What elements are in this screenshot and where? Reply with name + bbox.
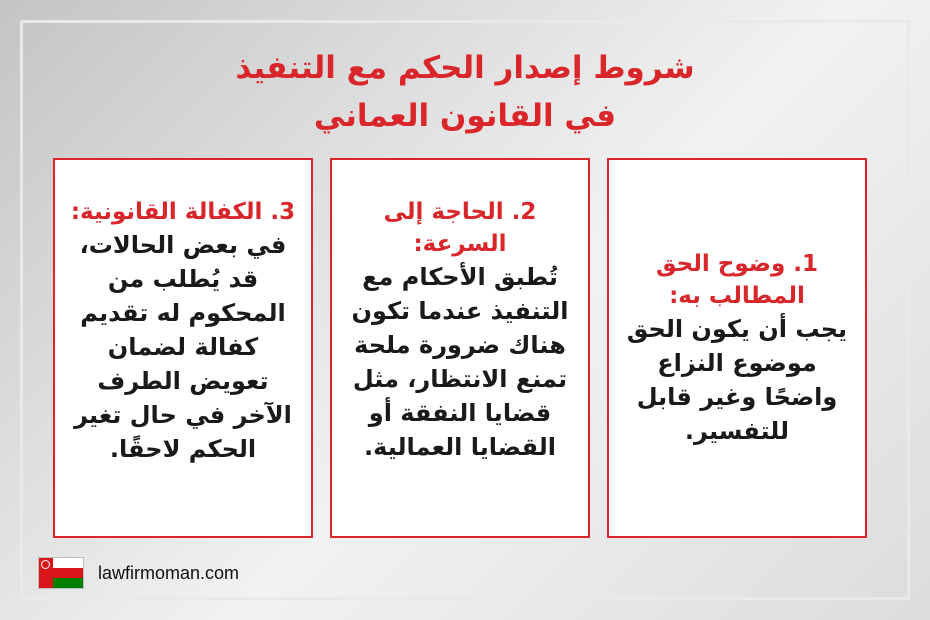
footer xyxy=(38,556,239,590)
condition-card-3 xyxy=(53,158,313,538)
condition-card-2 xyxy=(330,158,590,538)
page-title xyxy=(0,44,930,140)
condition-heading: 3. الكفالة القانونية: xyxy=(70,199,296,225)
title-line-1: شروط إصدار الحكم مع التنفيذ xyxy=(235,50,695,86)
condition-text: تُطبق الأحكام مع التنفيذ عندما تكون هناك ضرورة ملحة تمنع الانتظار، مثل قضايا النفقة أو القضايا العمالية. xyxy=(351,263,569,461)
condition-heading: 2. الحاجة إلى السرعة: xyxy=(383,199,537,257)
website-link[interactable]: lawfirmoman.com xyxy=(98,562,240,583)
condition-text: في بعض الحالات، قد يُطلب من المحكوم له تقديم كفالة لضمان تعويض الطرف الآخر في حال تغير الحكم لاحقًا. xyxy=(74,231,292,463)
condition-text: يجب أن يكون الحق موضوع النزاع واضحًا وغير قابل للتفسير. xyxy=(626,315,848,445)
condition-heading: 1. وضوح الحق المطالب به: xyxy=(655,251,819,309)
oman-flag-icon xyxy=(38,557,84,589)
title-line-2: في القانون العماني xyxy=(313,98,617,134)
condition-card-1 xyxy=(607,158,867,538)
